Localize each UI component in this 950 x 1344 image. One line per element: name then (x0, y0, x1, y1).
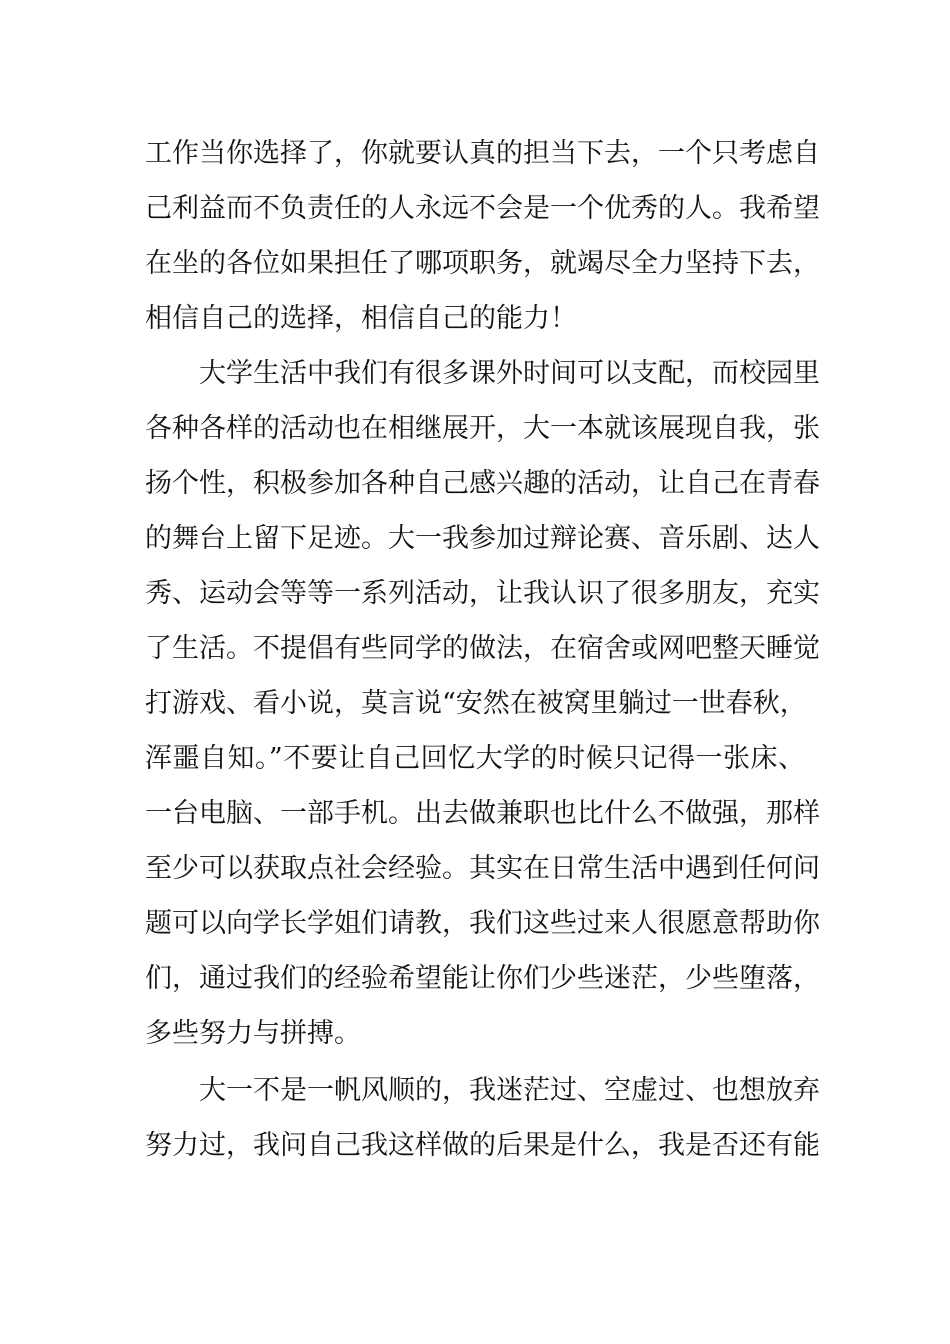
text-line: 一台电脑、一部手机。出去做兼职也比什么不做强，那样 (145, 798, 820, 829)
text-line: 题可以向学长学姐们请教，我们这些过来人很愿意帮助你 (145, 908, 820, 939)
text-line: 了生活。不提倡有些同学的做法，在宿舍或网吧整天睡觉 (145, 633, 820, 664)
text-line: 们，通过我们的经验希望能让你们少些迷茫，少些堕落， (145, 963, 820, 994)
text-line: 各种各样的活动也在相继展开，大一本就该展现自我，张 (145, 413, 820, 444)
text-line: 至少可以获取点社会经验。其实在日常生活中遇到任何问 (145, 853, 820, 884)
text-line: 多些努力与拼搏。 (145, 1018, 361, 1049)
paragraph-first-line: 大学生活中我们有很多课外时间可以支配，而校园里 (199, 358, 820, 389)
text-line: 浑噩自知。”不要让自己回忆大学的时候只记得一张床、 (145, 743, 805, 774)
text-line: 在坐的各位如果担任了哪项职务，就竭尽全力坚持下去， (145, 248, 820, 279)
text-line: 努力过，我问自己我这样做的后果是什么，我是否还有能 (145, 1130, 820, 1161)
text-line: 己利益而不负责任的人永远不会是一个优秀的人。我希望 (145, 193, 820, 224)
text-line: 相信自己的选择，相信自己的能力！ (145, 303, 577, 334)
text-line: 工作当你选择了，你就要认真的担当下去，一个只考虑自 (145, 138, 820, 169)
text-line: 秀、运动会等等一系列活动，让我认识了很多朋友，充实 (145, 578, 820, 609)
paragraph-first-line: 大一不是一帆风顺的，我迷茫过、空虚过、也想放弃 (199, 1075, 820, 1106)
text-line: 打游戏、看小说，莫言说“安然在被窝里躺过一世春秋， (145, 688, 807, 719)
text-line: 的舞台上留下足迹。大一我参加过辩论赛、音乐剧、达人 (145, 523, 820, 554)
text-line: 扬个性，积极参加各种自己感兴趣的活动，让自己在青春 (145, 468, 820, 499)
